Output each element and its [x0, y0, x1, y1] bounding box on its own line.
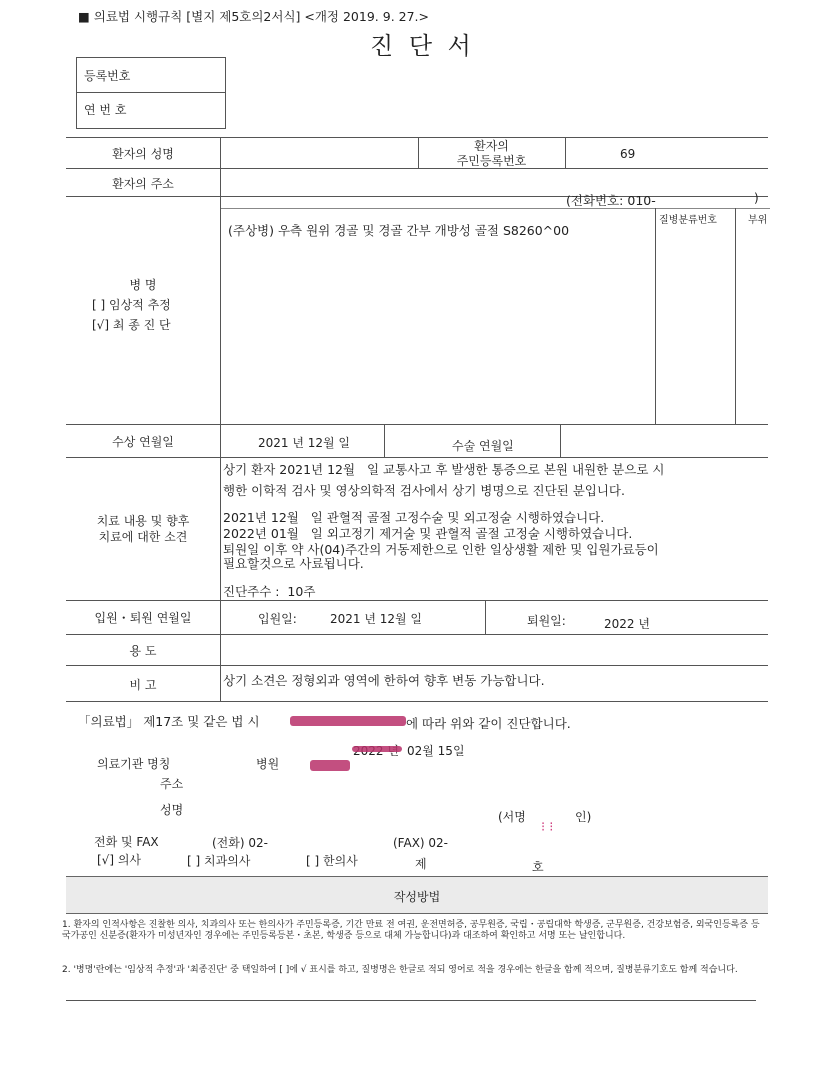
patient-phone-close: )	[754, 191, 759, 205]
serial-number-label: 연 번 호	[84, 103, 127, 117]
treatment-line-2: 행한 이학적 검사 및 영상의학적 검사에서 상기 병명으로 진단된 분입니다.	[223, 483, 625, 498]
treatment-line-6: 퇴원일 이후 약 사(04)주간의 거동제한으로 인한 일상생활 제한 및 입원가료등이	[223, 542, 659, 557]
redaction-mark	[352, 746, 402, 752]
diagnosis-label: 병 명	[129, 278, 157, 292]
institution-fax: (FAX) 02-	[393, 836, 449, 850]
diagnosis-option-final: [√] 최 종 진 단	[92, 318, 171, 332]
patient-phone: (전화번호: 010-	[566, 193, 656, 208]
treatment-line-1: 상기 환자 2021년 12월 일 교통사고 후 발생한 통증으로 본원 내원한 분으로 시	[223, 462, 665, 477]
registration-number-label: 등록번호	[84, 69, 131, 83]
patient-rrn-label-line2: 주민등록번호	[456, 154, 527, 168]
institution-phone: (전화) 02-	[212, 836, 268, 850]
injury-date-label: 수상 연월일	[112, 435, 174, 449]
treatment-line-7: 필요할것으로 사료됩니다.	[223, 556, 364, 571]
practitioner-type-dentist: [ ] 치과의사	[187, 854, 251, 868]
purpose-label: 용 도	[129, 644, 157, 658]
phone-fax-label: 전화 및 FAX	[94, 835, 159, 849]
remarks-label: 비 고	[129, 678, 157, 692]
statement-prefix: 「의료법」 제17조 및 같은 법 시	[78, 714, 260, 729]
institution-address-label: 주소	[160, 777, 184, 791]
treatment-label-line2: 치료에 대한 소견	[98, 530, 188, 544]
license-prefix: 제	[415, 857, 427, 871]
redaction-mark	[290, 716, 406, 726]
admission-in-label: 입원일:	[258, 612, 297, 626]
license-suffix: 호	[532, 860, 544, 874]
injury-date-value: 2021 년 12월 일	[258, 436, 351, 450]
signature-seal: (서명	[498, 810, 526, 824]
patient-address-label: 환자의 주소	[112, 177, 174, 191]
registration-box	[76, 57, 226, 129]
seal-stamp-mark: ⁝ ⁝	[541, 820, 554, 835]
form-reference: ■ 의료법 시행규칙 [별지 제5호의2서식] <개정 2019. 9. 27.>	[78, 9, 429, 24]
signature-seal-close: 인)	[575, 810, 592, 824]
statement-suffix: 에 따라 위와 같이 진단합니다.	[406, 716, 571, 731]
page-title: 진 단 서	[370, 32, 475, 60]
surgery-date-label: 수술 연월일	[452, 439, 514, 453]
instructions-header	[66, 876, 768, 914]
admission-label: 입원・퇴원 연월일	[94, 611, 192, 625]
issue-date-rest: 02월 15일	[407, 744, 465, 758]
instruction-item-1: 1. 환자의 인적사항은 진찰한 의사, 치과의사 또는 한의사가 주민등록증, 기간 만료 전 여권, 운전면허증, 공무원증, 국립・공립대학 학생증, 군무원증, 건강보험증, 외국인등록증 등 국가공인 신분증(환자가 미성년자인 경우에는 주민등록등본・초본, 학생증 등으로 대체 가능합니다)과 대조하여 확인하고 서명 또는 날인합니다.	[62, 920, 760, 941]
institution-name-label: 의료기관 명칭	[97, 757, 171, 771]
treatment-line-5: 2022년 01월 일 외고정기 제거술 및 관혈적 골절 고정술 시행하였습니다.	[223, 526, 633, 541]
disease-code-header: 질병분류번호	[659, 215, 717, 226]
diagnosis-option-clinical: [ ] 임상적 추정	[92, 298, 171, 312]
remarks-value: 상기 소견은 정형외과 영역에 한하여 향후 변동 가능합니다.	[223, 673, 545, 688]
admission-out-label: 퇴원일:	[527, 614, 566, 628]
treatment-label-line1: 치료 내용 및 향후	[96, 514, 190, 528]
instruction-item-2: 2. '병명'란에는 '임상적 추정'과 '최종진단' 중 택일하여 [ ]에 √ 표시를 하고, 질병명은 한글로 적되 영어로 적을 경우에는 한글을 함께 적으며, 질병분류기호도 함께 적습니다.	[62, 965, 738, 975]
admission-in-value: 2021 년 12월 일	[330, 612, 423, 626]
institution-name-value: 병원	[256, 757, 280, 771]
admission-out-value: 2022 년	[604, 617, 650, 631]
patient-rrn-label-line1: 환자의	[474, 139, 509, 153]
instructions-title: 작성방법	[393, 890, 441, 904]
practitioner-type-oriental: [ ] 한의사	[306, 854, 358, 868]
redaction-mark	[310, 760, 350, 771]
patient-name-label: 환자의 성명	[112, 147, 174, 161]
treatment-line-4: 2021년 12월 일 관혈적 골절 고정수술 및 외고정술 시행하였습니다.	[223, 510, 605, 525]
body-part-header: 부위	[748, 215, 768, 226]
diagnosis-text: (주상병) 우측 원위 경골 및 경골 간부 개방성 골절 S8260^00	[228, 223, 570, 238]
treatment-line-9: 진단주수 : 10주	[223, 584, 316, 599]
practitioner-type-doctor: [√] 의사	[97, 853, 142, 867]
patient-rrn-value: 69	[620, 147, 636, 161]
bottom-rule	[66, 1000, 756, 1001]
doctor-name-label: 성명	[160, 803, 184, 817]
